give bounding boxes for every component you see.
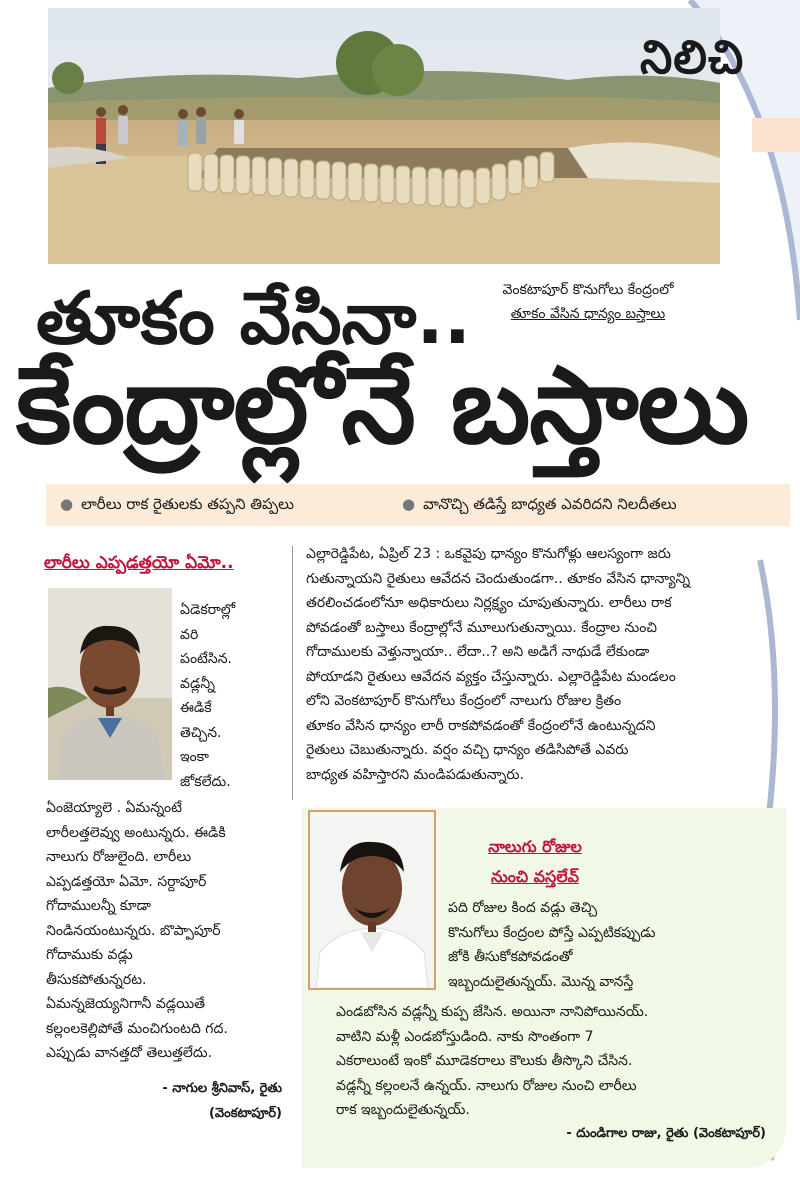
text-line: జోకలేదు.: [180, 773, 231, 790]
text-line: ఏమన్నజెయ్యనిగానీ వడ్లయితే: [46, 996, 206, 1012]
quote-box-signature: - దుండిగాల రాజు, రైతు (వెంకటాపూర్): [566, 1126, 766, 1141]
photo-caption: [474, 278, 702, 326]
grain-bags-photo: [48, 8, 720, 264]
text-line: ఇంకా: [180, 749, 209, 765]
main-article-body: [306, 542, 782, 787]
text-line: వడ్లన్నీ కల్లంలనే ఉన్నయ్. నాలుగు రోజుల నుంచి లారీలు: [336, 1077, 637, 1094]
text-line: లారీలత్తలెవ్వు అంటున్నరు. ఈడికి: [46, 824, 226, 841]
text-line: వాటిని మళ్లీ ఎండబోస్తుడింది. నాకు సొంతంగా 7: [336, 1028, 594, 1045]
text-line: నిండినయంటున్నరు. బొప్పాపూర్: [46, 922, 221, 939]
left-column-heading: లారీలు ఎప్పడత్తయో ఏమో..: [44, 553, 234, 573]
text-line: ఏంజెయ్యాలె . ఏమన్నంటే: [46, 800, 182, 816]
column-divider: [292, 546, 293, 800]
text-line: గోదాముకు వడ్లు: [46, 947, 133, 963]
text-line: ఈడికే: [180, 700, 212, 716]
text-line: వరి: [180, 626, 199, 643]
bullet-icon: ●: [60, 495, 74, 513]
farmer-portrait-srinivas: [48, 588, 172, 780]
text-line: ఇబ్బందులైతున్నయ్. మొన్న వానస్తే: [448, 973, 634, 990]
text-line: లోని వెంకటాపూర్ కొనుగోలు కేంద్రంలో నాలుగు రోజుల క్రితం: [306, 693, 622, 709]
photo-caption-line2: తూకం వేసిన ధాన్యం బస్తాలు: [510, 306, 666, 322]
text-line: గుతున్నాయని రైతులు ఆవేదన చెందుతుండగా.. తూకం వేసిన ధాన్యాన్ని: [306, 570, 691, 587]
subheadline-item: ● వానొచ్చి తడిస్తే బాధ్యత ఎవరిదని నిలదీతలు: [402, 495, 677, 513]
quote-box-title-line1: నాలుగు రోజుల: [488, 837, 582, 856]
farmer-portrait-raju: [308, 810, 436, 990]
quote-box-text-bottom: [336, 1000, 766, 1123]
text-line: ఏడెకరాల్లో: [180, 602, 236, 618]
text-line: గోదాములకు వెళ్తున్నాయా.. లేదా..? అని అడిగే నాథుడే లేకుండా: [306, 644, 650, 660]
headline-line1: తూకం వేసినా..: [36, 276, 472, 360]
left-quote-body: [46, 796, 282, 1066]
text-line: పది రోజుల కింద వడ్లు తెచ్చి: [448, 900, 598, 916]
text-line: కల్లంలకెల్లిపోతే మంచిగుంటది గద.: [46, 1020, 228, 1037]
corner-headline-fragment: నిలిచి: [640, 30, 745, 84]
text-line: పోయాడని రైతులు ఆవేదన వ్యక్తం చేస్తున్నారు. ఎల్లారెడ్డిపేట మండలం: [306, 668, 676, 685]
corner-accent-block: [752, 118, 800, 152]
text-line: తెచ్చిన.: [180, 724, 222, 741]
left-quote-signature: - నాగుల శ్రీనివాస్, రైతు: [162, 1081, 282, 1096]
text-line: రాక ఇబ్బందులైతున్నయ్.: [336, 1102, 470, 1118]
text-line: తరలించడంలోనూ అధికారులు నిర్లక్ష్యం చూపుతున్నారు. లారీలు రాక: [306, 595, 672, 611]
subheadline-bar: [46, 484, 790, 526]
text-line: పోవడంతో బస్తాలు కేంద్రాల్లోనే మూలుగుతున్నాయి. కేంద్రాల నుంచి: [306, 619, 658, 636]
text-line: తీసుకపోతున్నరట.: [46, 971, 147, 988]
text-line: రైతులు చెబుతున్నారు. వర్షం వచ్చి ధాన్యం తడిసిపోతే ఎవరు: [306, 742, 629, 758]
text-line: నాలుగు రోజులైంది. లారీలు: [46, 849, 192, 865]
quote-box-title: [450, 832, 620, 892]
photo-caption-line1: వెంకటాపూర్ కొనుగోలు కేంద్రంలో: [502, 282, 674, 298]
left-quote-signature-place: (వెంకటాపూర్): [208, 1106, 282, 1121]
text-line: పంటేసిన.: [180, 651, 232, 667]
subheadline-item: ● లారీలు రాక రైతులకు తప్పని తిప్పలు: [60, 495, 294, 513]
quote-box-text-top: [448, 896, 768, 994]
text-line: గోదాములన్నీ కూడా: [46, 898, 151, 914]
text-line: ఎల్లారెడ్డిపేట, ఏప్రిల్ 23 : ఒకవైపు ధాన్యం కొనుగోళ్లు ఆలస్యంగా జరు: [306, 546, 671, 562]
text-line: ఎప్పడత్తయో ఏమో. సర్దాపూర్: [46, 873, 207, 890]
quote-box-title-line2: నుంచి వస్తలేవ్: [490, 867, 580, 886]
headline-line2: కేంద్రాల్లోనే బస్తాలు: [16, 344, 749, 467]
text-line: తూకం వేసిన ధాన్యం లారీ రాకపోవడంతో కేంద్రంలోనే ఉంటున్నదని: [306, 717, 656, 734]
text-line: ఎకరాలుంటే ఇంకో మూడెకరాలు కౌలుకు తీస్కొని చేసిన.: [336, 1053, 633, 1069]
left-quote-short-lines: [180, 598, 270, 794]
text-line: బాధ్యత వహిస్తారని మండిపడుతున్నారు.: [306, 766, 524, 783]
text-line: వడ్లన్నీ: [180, 675, 215, 692]
bullet-icon: ●: [402, 495, 416, 513]
text-line: జోకి తీసుకోకపోవడంతో: [448, 949, 573, 965]
text-line: ఎండబోసిన వడ్లన్నీ కుప్ప జేసిన. అయినా నానిపోయినయ్.: [336, 1004, 649, 1020]
text-line: కొనుగోలు కేంద్రంల పోస్తే ఎప్పటికప్పుడు: [448, 924, 656, 941]
text-line: ఎప్పుడు వానత్తదో తెలుత్తలేదు.: [46, 1045, 213, 1061]
